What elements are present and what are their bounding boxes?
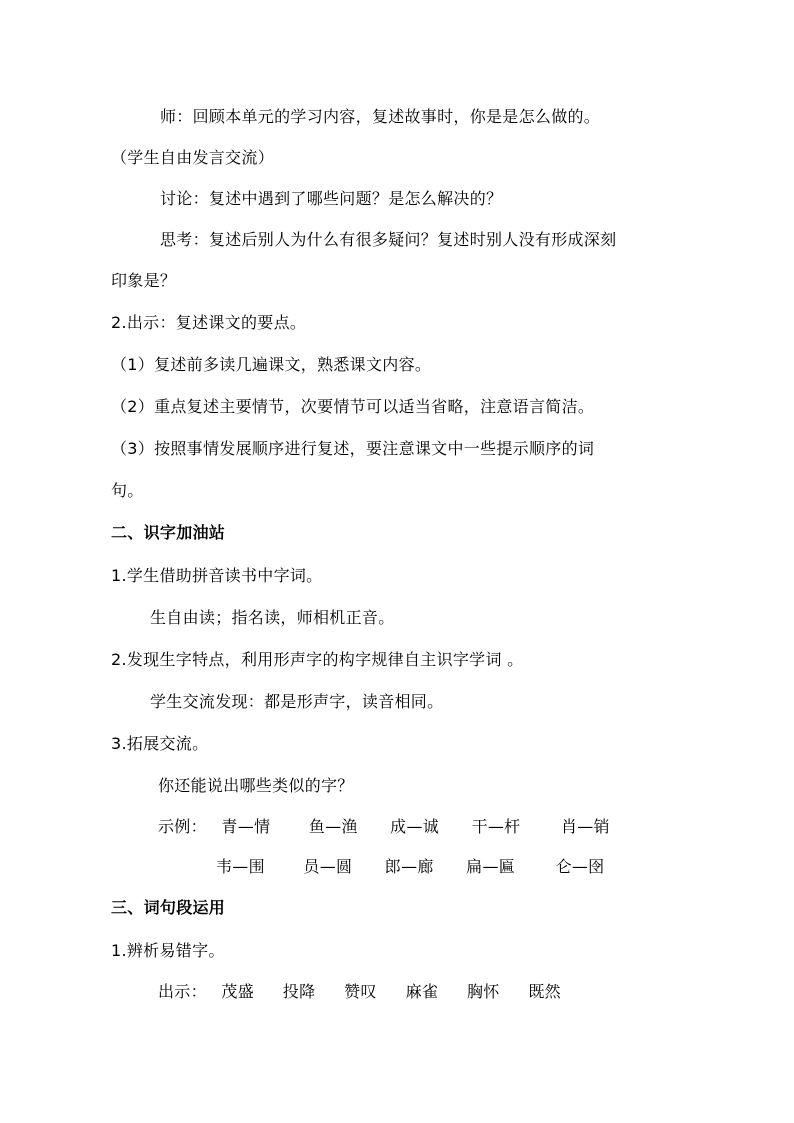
point-3-cont: 句。 <box>111 481 144 500</box>
char-pair: 肖—销 <box>560 817 610 836</box>
section-2-item-3-question: 你还能说出哪些类似的字？ <box>158 776 354 795</box>
char-pair: 仑—囹 <box>555 857 605 876</box>
word: 麻雀 <box>405 982 439 1001</box>
section-2-item-2-detail: 学生交流发现：都是形声字，读音相同。 <box>150 692 444 711</box>
char-pair: 成—诚 <box>390 817 440 836</box>
word: 茂盛 <box>221 982 254 1001</box>
word: 赞叹 <box>344 982 377 1001</box>
point-3: （3）按照事情发展顺序进行复述，要注意课文中一些提示顺序的词 <box>111 439 595 458</box>
char-pair: 干—杆 <box>471 817 521 836</box>
section-2-item-2: 2.发现生字特点，利用形声字的构字规律自主识字学词 。 <box>111 650 524 669</box>
char-pair: 员—圆 <box>303 857 353 876</box>
char-pair: 青—情 <box>221 817 271 836</box>
section-2-item-1-detail: 生自由读；指名读，师相机正音。 <box>150 608 395 627</box>
section-2-heading: 二、识字加油站 <box>111 523 226 542</box>
word: 胸怀 <box>466 982 500 1001</box>
word: 投降 <box>282 982 316 1001</box>
section-3-heading: 三、词句段运用 <box>111 898 226 917</box>
show-label: 出示： <box>158 982 207 1001</box>
point-2: （2）重点复述主要情节，次要情节可以适当省略，注意语言简洁。 <box>111 397 595 416</box>
thinking-prompt-cont: 印象是？ <box>111 271 177 290</box>
section-3-item-1: 1.辨析易错字。 <box>111 941 225 960</box>
student-discussion-note: （学生自由发言交流） <box>111 148 275 167</box>
discussion-prompt: 讨论：复述中遇到了哪些问题？是怎么解决的？ <box>160 189 503 208</box>
section-2-item-3: 3.拓展交流。 <box>111 734 209 753</box>
word: 既然 <box>528 982 561 1001</box>
teacher-review-line: 师：回顾本单元的学习内容，复述故事时，你是是怎么做的。 <box>160 107 601 126</box>
char-pair: 鱼—渔 <box>308 817 358 836</box>
char-pair: 扁—匾 <box>466 857 516 876</box>
example-label: 示例： <box>158 817 207 836</box>
thinking-prompt: 思考：复述后别人为什么有很多疑问？复述时别人没有形成深刻 <box>160 230 617 249</box>
error-prone-words-row <box>158 982 561 1002</box>
example-row-1 <box>158 817 610 837</box>
example-row-2 <box>216 857 604 877</box>
section-2-item-1: 1.学生借助拼音读书中字词。 <box>111 566 323 585</box>
item-2-show-points: 2.出示：复述课文的要点。 <box>111 313 307 332</box>
char-pair: 韦—围 <box>216 857 265 876</box>
point-1: （1）复述前多读几遍课文，熟悉课文内容。 <box>111 355 432 374</box>
char-pair: 郎—廊 <box>384 857 434 876</box>
